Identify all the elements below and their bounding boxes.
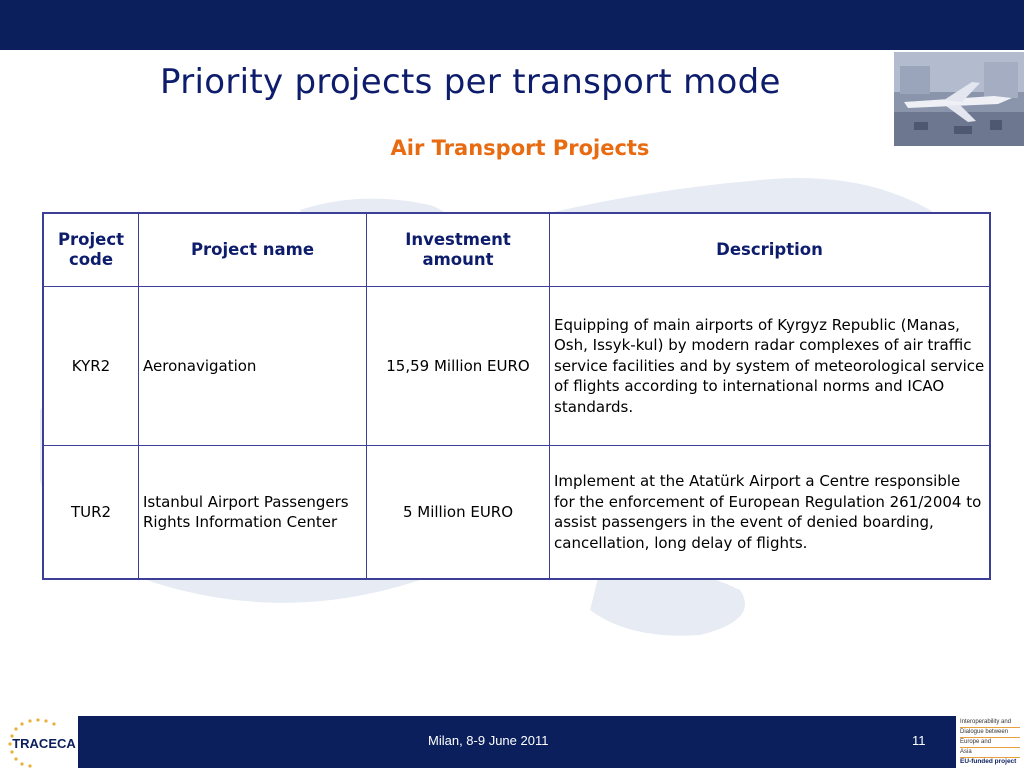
slide-title: Priority projects per transport mode <box>160 62 781 102</box>
section-subtitle: Air Transport Projects <box>390 136 650 160</box>
page-number: 11 <box>912 733 926 748</box>
logo-line: Asia <box>960 748 1020 758</box>
cell-project-code: KYR2 <box>43 287 139 446</box>
table-header-row <box>43 213 990 287</box>
cell-description: Equipping of main airports of Kyrgyz Republic (Manas, Osh, Issyk-kul) by modern radar complexes of air traffic service facilities and by system of meteorological service of flights according to international norms and ICAO standards. <box>550 287 991 446</box>
cell-project-name: Aeronavigation <box>139 287 367 446</box>
header-description: Description <box>550 213 991 287</box>
logo-stripe <box>940 716 956 768</box>
logo-line: Dialogue between <box>960 728 1020 738</box>
cell-investment: 15,59 Million EURO <box>367 287 550 446</box>
idea-eu-logo <box>940 716 1024 768</box>
cell-investment: 5 Million EURO <box>367 446 550 580</box>
logo-line: Interoperability and <box>960 718 1020 728</box>
traceca-logo-text: TRACECA <box>12 736 76 751</box>
cell-project-code: TUR2 <box>43 446 139 580</box>
logo-caption: EU-funded project <box>960 758 1017 765</box>
header-project-code: Project code <box>43 213 139 287</box>
top-bar <box>0 0 1024 50</box>
table-row <box>43 287 990 446</box>
projects-table <box>42 212 991 580</box>
cell-project-name: Istanbul Airport Passengers Rights Information Center <box>139 446 367 580</box>
logo-line: Europe and <box>960 738 1020 748</box>
cell-description: Implement at the Atatürk Airport a Centre responsible for the enforcement of European Regulation 261/2004 to assist passengers in the event of denied boarding, cancellation, long delay of flights. <box>550 446 991 580</box>
header-investment-amount: Investment amount <box>367 213 550 287</box>
airport-photo <box>894 52 1024 146</box>
table-row <box>43 446 990 580</box>
traceca-logo <box>0 716 78 768</box>
footer-event-text: Milan, 8-9 June 2011 <box>428 733 549 748</box>
header-project-name: Project name <box>139 213 367 287</box>
